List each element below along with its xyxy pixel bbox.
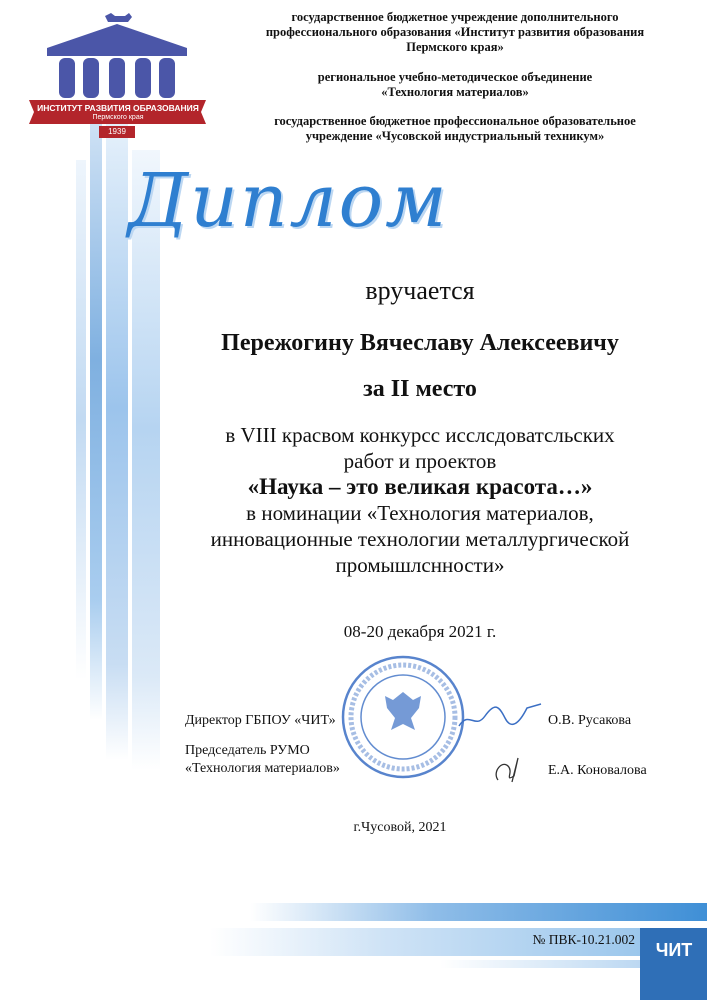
header-line: государственное бюджетное учреждение дополнительного: [291, 10, 619, 24]
header-org2: [205, 70, 705, 100]
contest-line: в VIII красвом конкурсс исслсдоватсльских: [225, 423, 615, 447]
corner-logo-text: ЧИТ: [655, 940, 693, 960]
director-title: Директор ГБПОУ «ЧИТ»: [185, 713, 336, 728]
chair-title-line: «Технология материалов»: [185, 761, 340, 776]
nomination-line: промышлснности»: [335, 553, 505, 577]
event-dates: 08-20 декабря 2021 г.: [343, 622, 497, 641]
institute-logo: [25, 12, 210, 140]
logo-name: ИНСТИТУТ РАЗВИТИЯ ОБРАЗОВАНИЯ: [37, 103, 199, 113]
chair-signature: [488, 752, 528, 788]
header-line: государственное бюджетное профессиональное образовательное: [274, 114, 636, 128]
nomination-line: в номинации «Технология материалов,: [246, 501, 594, 525]
director-name: О.В. Русакова: [548, 713, 632, 728]
awarded-text: вручается: [365, 276, 475, 305]
diploma-title: Диплом: [128, 158, 449, 244]
header-line: региональное учебно-методическое объединение: [317, 70, 593, 84]
contest-description: [160, 422, 680, 578]
place-text: за II место: [363, 376, 477, 402]
decor-stripe: [76, 160, 86, 680]
header-line: Пермского края»: [406, 40, 504, 54]
header-org3: [205, 114, 705, 144]
header-line: «Технология материалов»: [381, 85, 529, 99]
official-stamp: [338, 652, 468, 782]
logo-region: Пермского края: [92, 114, 144, 121]
chair-title: [185, 742, 340, 778]
contest-line: работ и проектов: [343, 449, 497, 473]
nomination-line: инновационные технологии металлургической: [210, 527, 630, 551]
decor-bar: [250, 903, 707, 921]
recipient-name: Пережогину Вячеславу Алексеевичу: [221, 330, 619, 356]
header-line: профессионального образования «Институт развития образования: [265, 25, 645, 39]
header-org1: [205, 10, 705, 55]
decor-bar: [440, 960, 640, 968]
decor-stripe: [90, 120, 102, 720]
place-year: г.Чусовой, 2021: [353, 820, 447, 835]
chair-name: Е.А. Коновалова: [548, 763, 647, 778]
header-line: учреждение «Чусовской индустриальный техникум»: [305, 129, 605, 143]
corner-logo-block: [640, 928, 707, 1000]
director-signature: [455, 700, 545, 734]
contest-name: «Наука – это великая красота…»: [247, 474, 593, 499]
chair-title-line: Председатель РУМО: [185, 743, 310, 758]
document-number: № ПВК-10.21.002: [532, 932, 635, 947]
decor-stripe: [106, 120, 128, 760]
logo-year: 1939: [108, 127, 126, 136]
